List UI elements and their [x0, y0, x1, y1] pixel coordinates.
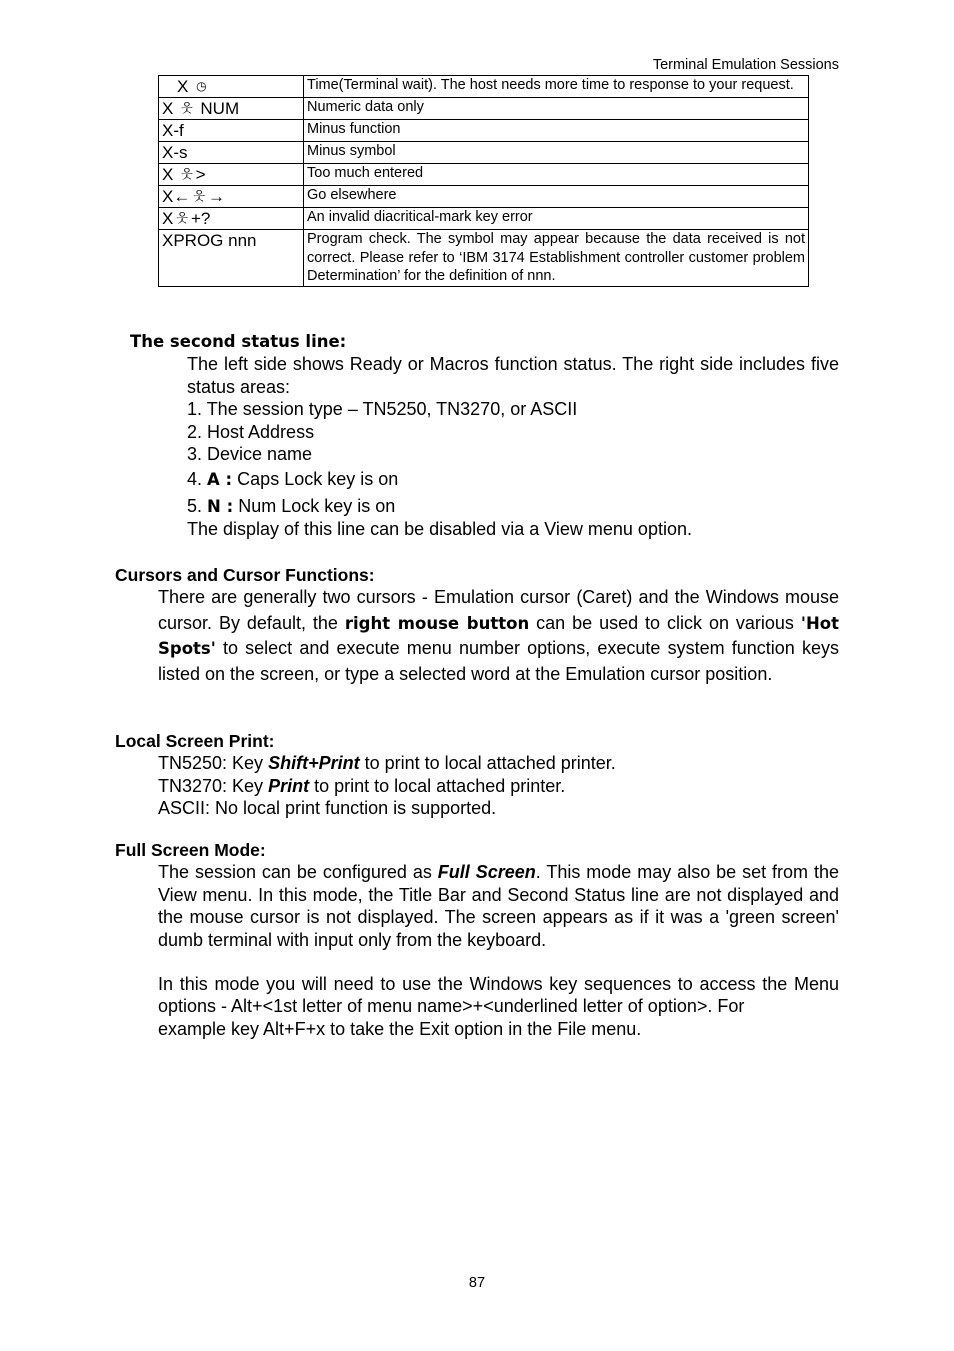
list-item: 4. A : Caps Lock key is on — [187, 469, 399, 490]
person-icon: 웃 — [181, 167, 193, 181]
section-heading: Full Screen Mode: — [115, 840, 266, 860]
table-row — [159, 142, 809, 164]
description-cell: Go elsewhere — [304, 186, 809, 208]
table-row — [159, 164, 809, 186]
page-number: 87 — [468, 1275, 486, 1291]
description-cell: Program check. The symbol may appear because the data received is not correct. Please refer to ‘IBM 3174 Establishment controller customer problem Determination’ for the definition of nnn. — [304, 230, 809, 287]
paragraph: TN5250: Key Shift+Print to print to local attached printer. — [158, 753, 616, 774]
second-status-section — [115, 331, 839, 541]
description-cell: Minus function — [304, 120, 809, 142]
description-cell: Time(Terminal wait). The host needs more time to response to your request. — [304, 76, 809, 98]
code-cell: X 웃 > — [159, 164, 304, 186]
code-cell: X-f — [159, 120, 304, 142]
description-cell: Minus symbol — [304, 142, 809, 164]
table-row — [159, 98, 809, 120]
paragraph: The display of this line can be disabled via a View menu option. — [187, 519, 692, 540]
code-cell: X ◷ — [159, 76, 304, 98]
code-cell: X-s — [159, 142, 304, 164]
fullscreen-section — [115, 839, 839, 1040]
person-icon: 웃 — [176, 211, 188, 225]
person-icon: 웃 — [193, 189, 205, 203]
section-body — [158, 861, 839, 1040]
cursors-section — [115, 564, 839, 687]
list-item: 2. Host Address — [187, 421, 315, 442]
section-heading: Local Screen Print: — [115, 731, 275, 751]
code-cell: X 웃 NUM — [159, 98, 304, 120]
list-item: 5. N : Num Lock key is on — [187, 495, 396, 516]
section-body — [187, 353, 839, 540]
spacer — [158, 951, 839, 973]
table-row — [159, 120, 809, 142]
paragraph: In this mode you will need to use the Windows key sequences to access the Menu options - Alt+<1st letter of menu name>+<underlined letter of option>. For — [158, 974, 839, 1017]
table-row — [159, 186, 809, 208]
list-item: 1. The session type – TN5250, TN3270, or ASCII — [187, 399, 578, 420]
paragraph: TN3270: Key Print to print to local attached printer. — [158, 775, 566, 796]
clock-icon: ◷ — [196, 79, 207, 93]
paragraph: example key Alt+F+x to take the Exit option in the File menu. — [158, 1018, 642, 1039]
table-row — [159, 208, 809, 230]
section-body — [158, 752, 839, 819]
code-cell: XPROG nnn — [159, 230, 304, 287]
description-cell: Too much entered — [304, 164, 809, 186]
code-cell: X← 웃 → — [159, 186, 304, 208]
paragraph: The left side shows Ready or Macros function status. The right side includes five status areas: — [187, 354, 839, 397]
list-item: 3. Device name — [187, 444, 313, 465]
description-cell: An invalid diacritical-mark key error — [304, 208, 809, 230]
paragraph: The session can be configured as Full Screen. This mode may also be set from the View menu. In this mode, the Title Bar and Second Status line are not displayed and the mouse cursor is not displayed. The screen appears as if it was a 'green screen' dumb terminal with input only from the keyboard. — [158, 862, 839, 950]
table-row — [159, 230, 809, 287]
print-section — [115, 730, 839, 820]
paragraph: ASCII: No local print function is supported. — [158, 798, 497, 819]
status-code-table — [158, 75, 809, 287]
paragraph: There are generally two cursors - Emulation cursor (Caret) and the Windows mouse cursor. By default, the right mouse button can be used to click on various 'Hot Spots' to select and execute menu number options, execute system function keys listed on the screen, or type a selected word at the Emulation cursor position. — [158, 587, 839, 684]
description-cell: Numeric data only — [304, 98, 809, 120]
section-heading: Cursors and Cursor Functions: — [115, 565, 375, 585]
code-cell: X 웃 +? — [159, 208, 304, 230]
table-row — [159, 76, 809, 98]
section-heading: The second status line: — [130, 332, 347, 351]
running-header: Terminal Emulation Sessions — [652, 57, 839, 73]
person-icon: 웃 — [181, 101, 193, 115]
